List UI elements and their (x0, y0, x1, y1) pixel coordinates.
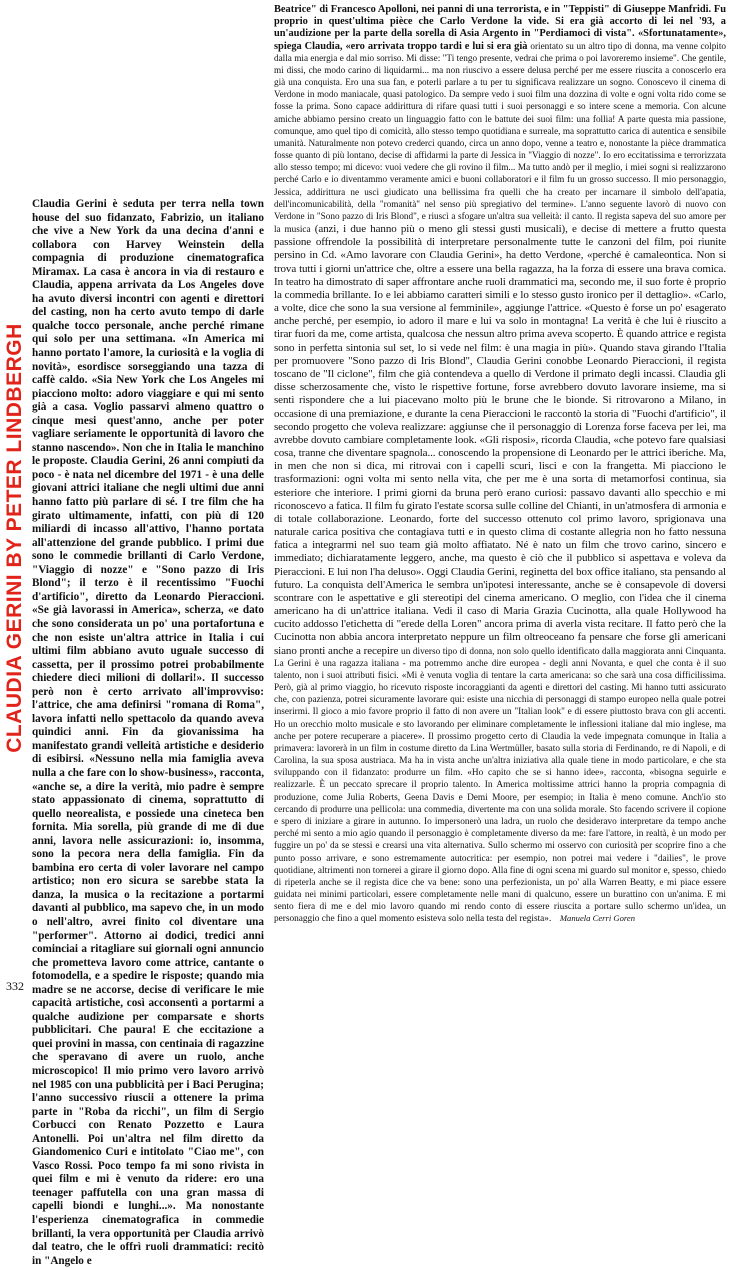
article-right-column (274, 4, 726, 994)
article-side-title-wrapper (4, 148, 26, 928)
right-column-thin-text: orientato su un altro tipo di donna, ma venne colpito dalla mia energia e dal mio sorriso. Mi disse: "Ti tengo presente, vedrai che prima o poi lavoreremo insieme". Che gentile, mi dissi, che modo carino di liquidarmi... ma non riuscivo a essere delusa perché per me essere riuscita a conoscerlo era già una conquista. Ero una sua fan, e poterli parlare a tu per tu significava realizzare un sogno. Conoscevo il cinema di Verdone in modo maniacale, quasi patologico. Da sempre vedo i suoi film una dozzina di volte e ogni volta rido come se fosse la prima. Sono capace addirittura di rifare quasi tutti i suoi personaggi e so intere scene a memoria. Con alcune amiche abbiamo persino creato un linguaggio fatto con le battute dei suoi film: una follia! A parte questa mia passione, comunque, amo quel tipo di comicità, allo stesso tempo quotidiana e surreale, ma soprattutto carica di autentica e sensibile umanità. Naturalmente non potevo crederci quando, circa un anno dopo, venne a teatro e, nonostante la pièce drammatica fosse quanto di più lontano, decise di affidarmi la parte di Jessica in "Viaggio di nozze". Io ero eccitatissima e terrorizzata allo stesso tempo; mi dicevo: vuoi vedere che gli rovino il film... Ma tutto andò per il meglio, i miei sogni si realizzarono perché Carlo e io diventammo veramente amici e buoni collaboratori e il film fu un grosso successo. Il mio personaggio, Jessica, addirittura ne uscì giudicato una bellissima fra quelli che ha creato per incarnare il simbolo dell'apatia, dell'incomunicabilità, della "romanità" nel senso più spregiativo del termine». L'anno seguente lavorò di nuovo con Verdone in "Sono pazzo di Iris Blond", e riuscì a sfogare un'altra sua velleità: il canto. Il regista sapeva del suo amore per la musica (274, 40, 726, 235)
page-number: 332 (6, 979, 24, 993)
right-column-bold-intro: Beatrice" di Francesco Apolloni, nei panni di una terrorista, e in "Teppisti" di Giuseppe Manfridi. Fu proprio in quest'ultima pièce che Carlo Verdone la vide. Si era già accorto di lei nel '93, a un'audizione per la parte della sorella di Asia Argento in "Perdiamoci di vista". «Sfortunatamente», spiega Claudia, «ero arrivata troppo tardi e lui si era già (274, 4, 726, 52)
article-side-title: CLAUDIA GERINI BY PETER LINDBERGH (3, 323, 26, 753)
right-column-condensed-text: (anzi, i due hanno più o meno gli stessi gusti musicali), e decise di mettere a frutto questa passione offrendole la possibilità di interpretare personalmente tutte le canzoni del film, poi riunite persino in Cd. «Amo lavorare con Claudia Gerini», ha detto Verdone, «perché è camaleontica. Non si trova tutti i giorni un'attrice che, oltre a essere una bella ragazza, ha la forza di essere una brava comica. In teatro ha dimostrato di saper affrontare anche ruoli drammatici ma, secondo me, il suo forte è proprio la commedia brillante. Io e lei abbiamo caratteri simili e lo stesso gusto ironico per il dettaglio». «Carlo, a volte, dice che sono la sua versione al femminile», aggiunge l'attrice. «Questo è forse un po' esagerato anche perché, per esempio, io adoro il mare e lui va solo in montagna! La verità è che lui è riuscito a tirar fuori da me, come artista, qualcosa che nessun altro prima aveva scoperto. È quando attrice e regista sono in perfetta sintonia sul set, lo si vede nel film: è una magia in più». Quando stava girando l'Italia per promuovere "Sono pazzo di Iris Blond", Claudia Gerini conobbe Leonardo Pieraccioni, il regista toscano de "Il ciclone", film che già contendeva a quello di Verdone il primato degli incassi. Claudia gli disse scherzosamente che, visto le rispettive fortune, forse avrebbero dovuto lavorare insieme, ma si sentì rispondere che a lui piacevano molto più le brune che le bionde. Si ritrovarono a Milano, in occasione di una premiazione, e durante la cena Pieraccioni le raccontò la storia di "Fuochi d'artificio", il secondo progetto che voleva realizzare: aggiunse che il personaggio di Lorenza forse faceva per lei, ma avrebbe dovuto cambiare completamente look. «Gli risposi», ricorda Claudia, «che potevo fare qualsiasi cosa, tranne che diventare spagnola... conoscendo la propensione di Leonardo per le attrici iberiche. Ma, in men che non si dica, mi ritrovai con i capelli scuri, lisci e con la frangetta. Mi piacciono le trasformazioni: ogni volta mi sento nella vita, che per me è una sorta di metamorfosi continua, sia esteriore che interiore. I primi giorni da bruna però erano curiosi: passavo davanti allo specchio e mi riconoscevo a fatica. Il film fu girato l'estate scorsa sulle colline del Chianti, in un'atmosfera di armonia e di totale collaborazione. Leonardo, forte del successo ottenuto col primo lavoro, sprigionava una naturale carica positiva che contagiava tutti e in questo clima di costante allegria non ho fatto nessuna fatica a integrarmi nel suo team già molto affiatato. Né è nato un film che trovo carino, sincero e immediato; dichiaratamente leggero, anche, ma questo è ciò che il pubblico si aspettava e voleva da Pieraccioni. E lui non l'ha deluso». Oggi Claudia Gerini, reginetta del box office italiano, sta pensando al futuro. La conquista dell'America le sembra un'ipotesi interessante, anche se è consapevole di doversi scontrare con le aspettative e gli stereotipi del cinema americano. O meglio, con l'idea che il cinema americano ha di un'attrice italiana. Vedi il caso di Maria Grazia Cucinotta, alla quale Hollywood ha cucito addosso l'etichetta di "erede della Loren" ancora prima di averla vista recitare. Il fatto però che la Cucinotta non abbia ancora interpretato neppure un film oltreoceano fa pensare che forse gli americani siano pronti anche a recepire (274, 223, 726, 657)
author-signature: Manuela Cerri Goren (559, 913, 635, 924)
article-left-column: Claudia Gerini è seduta per terra nella town house del suo fidanzato, Fabrizio, un italiano che vive a New York da una decina d'anni e collabora con Harvey Weinstein della compagnia di produzione cinematografica Miramax. La casa è ancora in via di restauro e Claudia, appena arrivata da Los Angeles dove ha avuto diversi incontri con agenti e direttori del casting, non ha certo avuto tempo di darle qualche tocco personale, anche perché rimane qui solo per una settimana. «In America mi hanno portato l'amore, la curiosità e la voglia di novità», esordisce sorseggiando una tazza di caffè caldo. «Sia New York che Los Angeles mi piacciono molto: adoro viaggiare e qui mi sento già a casa. Voglio passarvi almeno quattro o cinque mesi quest'anno, anche per poter vagliare seriamente le opportunità di lavoro che stanno nascendo». Non che in Italia le manchino le proposte. Claudia Gerini, 26 anni compiuti da poco - è nata nel dicembre del 1971 - è una delle giovani attrici italiane che negli ultimi due anni hanno fatto più parlare di sé. I tre film che ha girato ultimamente, infatti, con più di 120 miliardi di incasso all'attivo, l'hanno portata all'attenzione del grande pubblico. I primi due sono le commedie brillanti di Carlo Verdone, "Viaggio di nozze" e "Sono pazzo di Iris Blond"; il terzo è il recentissimo "Fuochi d'artificio", diretto da Leonardo Pieraccioni. «Se già lavorassi in America», scherza, «e dato che sono considerata un po' una portafortuna e che non esiste un'altra attrice in Italia i cui ultimi film abbiano avuto uguale successo di cassetta, per il prossimo potrei probabilmente chiedere dieci milioni di dollari!». Il successo però non è certo arrivato all'improvviso: l'attrice, che ama definirsi "romana di Roma", lavora infatti nello spettacolo da quando aveva quindici anni. Fin da giovanissima ha manifestato grandi velleità artistiche e desiderio di esibirsi. «Nessuno nella mia famiglia aveva nulla a che fare con lo show-business», racconta, «anche se, a dire la verità, mio padre è sempre stato appassionato di cinema, soprattutto di quello neorealista, e possiede una cineteca ben fornita. Mia sorella, più grande di me di due anni, lavora nelle assicurazioni: io, insomma, sono la pecora nera della famiglia. Fin da bambina ero certa di voler lavorare nel campo artistico; non ero sicura se sarebbe stata la danza, la musica o la recitazione a portarmi davanti al pubblico, ma sapevo che, in un modo o nell'altro, avrei finito col diventare una "performer". Attorno ai dodici, tredici anni cominciai a ritagliare sui giornali ogni annuncio che prometteva lavoro come attrice, cantante o fotomodella, e a spedire le risposte; quando mia madre se ne accorse, decise di verificare le mie capacità artistiche, così acconsentì a portarmi a qualche audizione per comparsate e shorts pubblicitari. Che paura! E che eccitazione a quei provini in massa, con centinaia di ragazzine che speravano di avere un ruolo, anche microscopico! Il mio primo vero lavoro arrivò nel 1985 con una pubblicità per i Baci Perugina; l'anno successivo riuscii a ottenere la prima parte in "Roba da ricchi", un film di Sergio Corbucci con Renato Pozzetto e Laura Antonelli. Poi un'altra nel film diretto da Giandomenico Curi e intitolato "Ciao me", con Vasco Rossi. Poco tempo fa mi sono rivista in quei film e mi è venuto da ridere: ero una teenager paffutella con una gran massa di capelli biondi e lunghi...». Ma nonostante l'esperienza cinematografica in commedie brillanti, la vera opportunità per Claudia arrivò dal teatro, che le offrì ruoli drammatici: recitò in "Angelo e (32, 198, 264, 1267)
right-column-small-text: un diverso tipo di donna, non solo quello identificato dalla maggiorata anni Cinquanta. La Gerini è una ragazza italiana - ma potremmo anche dire europea - degli anni Novanta, e quel che conta è il suo talento, non i suoi attributi fisici. «Mi è venuta voglia di tentare la carta americana: so che sarà una cosa difficilissima. Però, già al primo viaggio, ho ricevuto risposte incoraggianti da agenti e direttori del casting. Mi hanno tutti assicurato che, con pazienza, potrei sicuramente lavorare qui: esiste una nicchia di personaggi di stampo europeo nella quale potrei inserirmi. Il gioco a mio favore proprio il fatto di non avere un "Italian look" e di essere piuttosto brava con gli accenti. Ho un orecchio molto musicale e sto lavorando per eliminare completamente le inflessioni italiane dal mio inglese, ma anche per potere recuperare a piacere». Il prossimo progetto certo di Claudia la vede impegnata comunque in Italia a primavera: lavorerà in un film in costume diretto da Lina Wertmüller, basato sulla storia di Ferdinando, re di Napoli, e di Carolina, la sua sposa austriaca. Ma ha in vista anche un'altra iniziativa alla quale tiene in modo particolare, e che sta sviluppando con il fidanzato: produrre un film. «Ho capito che se si hanno idee», racconta, «bisogna seguirle e realizzarle. È un peccato sprecare il proprio talento. In America moltissime attrici hanno la propria compagnia di produzione, come Julia Roberts, Geena Davis e Demi Moore, per esempio; in Italia è meno comune. Anch'io sto cercando di produrre una pellicola: una commedia, divertente ma con una solida morale. Sto facendo scrivere il copione e spero di iniziare a girare in autunno. Io impersonerò una ladra, un ruolo che desideravo interpretare da tempo anche perché mi sento a mio agio quando il personaggio è completamente diverso da me: fare l'attore, in realtà, è un modo per fuggire un po' da se stessi e crearsi una vita alternativa. Sullo schermo mi osservo con curiosità per scoprire fino a che punto posso arrivare, e sono estremamente autocritica: per esempio, non potrei mai vedere i "dailies", le prove quotidiane, altrimenti non tornerei a girare il giorno dopo. Alla fine di ogni scena mi guardo sul monitor e, spesso, chiedo di ripeterla anche se il regista dice che va bene: sono una perfezionista, un po' alla Warren Beatty, e mi piace essere guidata nei minimi particolari, essere completamente nelle mani di qualcuno, essere un burattino con un'anima. E mi sento fiera di me e del mio lavoro quando mi rendo conto di essere riuscita a portare sullo schermo un'idea, un personaggio che fino a quel momento esisteva solo nella testa del regista». (274, 646, 726, 925)
